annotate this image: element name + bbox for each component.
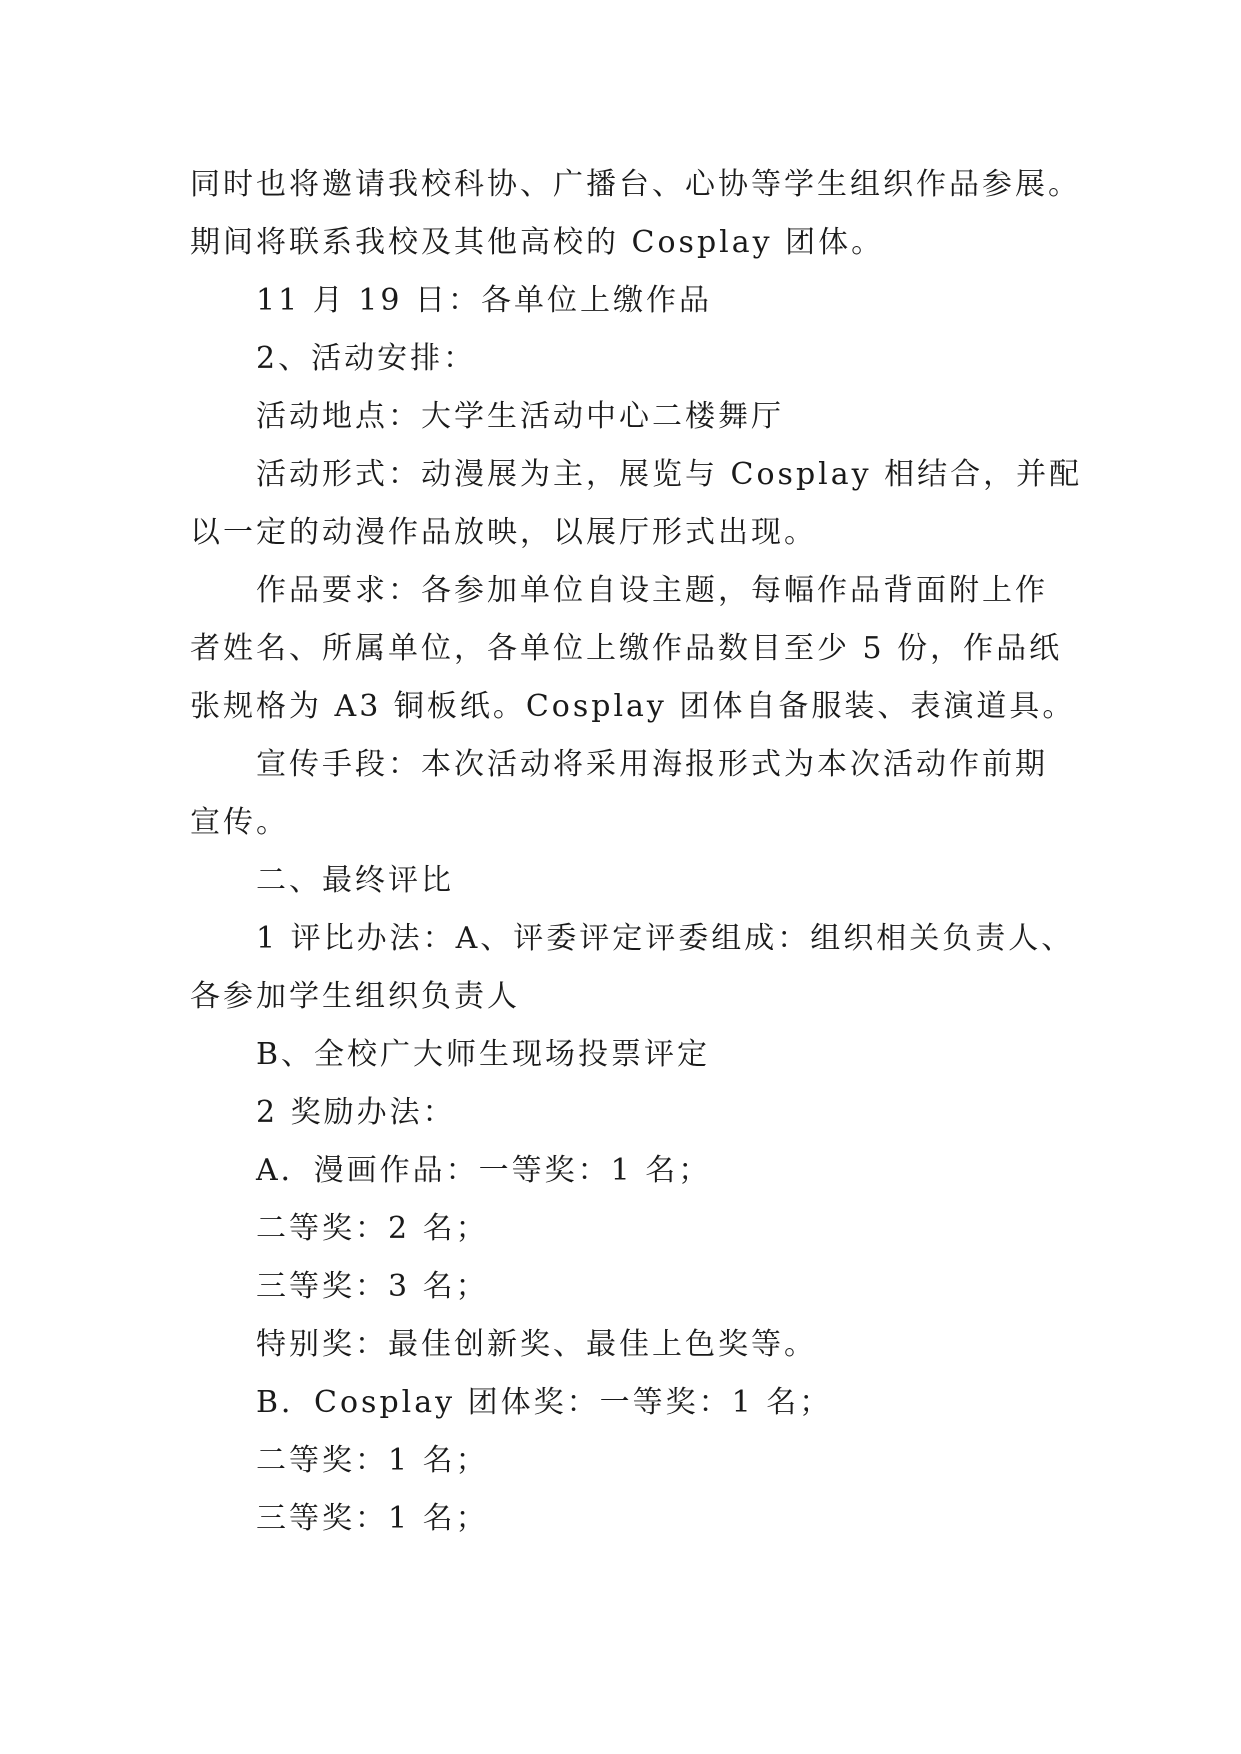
text-line: 以一定的动漫作品放映，以展厅形式出现。 [190, 515, 817, 550]
text-line: 者姓名、所属单位，各单位上缴作品数目至少 5 份，作品纸 [190, 631, 1063, 666]
text-line: 活动形式：动漫展为主，展览与 Cosplay 相结合，并配 [256, 457, 1083, 492]
text-line: 各参加学生组织负责人 [190, 979, 520, 1014]
award-item: 三等奖：1 名； [256, 1501, 489, 1536]
text-line: 活动地点：大学生活动中心二楼舞厅 [256, 399, 784, 434]
text-line: 1 评比办法：A、评委评定评委组成：组织相关负责人、 [256, 921, 1075, 956]
award-item: 三等奖：3 名； [256, 1269, 489, 1304]
section-heading: 2、活动安排： [256, 341, 477, 376]
text-line: 期间将联系我校及其他高校的 Cosplay 团体。 [190, 225, 885, 260]
award-item: A．漫画作品：一等奖：1 名； [256, 1153, 712, 1188]
document-body [190, 156, 1083, 1548]
text-line: 宣传手段：本次活动将采用海报形式为本次活动作前期 [256, 747, 1048, 782]
text-line: 作品要求：各参加单位自设主题，每幅作品背面附上作 [256, 573, 1048, 608]
section-heading: 二、最终评比 [256, 863, 454, 898]
text-line: 2 奖励办法： [256, 1095, 456, 1130]
text-line: 张规格为 A3 铜板纸。Cosplay 团体自备服装、表演道具。 [190, 689, 1076, 724]
award-item: 特别奖：最佳创新奖、最佳上色奖等。 [256, 1327, 817, 1362]
text-line: 同时也将邀请我校科协、广播台、心协等学生组织作品参展。 [190, 167, 1081, 202]
text-line: B、全校广大师生现场投票评定 [256, 1037, 711, 1072]
text-line: 宣传。 [190, 805, 289, 840]
award-item: 二等奖：1 名； [256, 1443, 489, 1478]
award-item: 二等奖：2 名； [256, 1211, 489, 1246]
text-line: 11 月 19 日：各单位上缴作品 [256, 283, 712, 318]
award-item: B．Cosplay 团体奖：一等奖：1 名； [256, 1385, 833, 1420]
